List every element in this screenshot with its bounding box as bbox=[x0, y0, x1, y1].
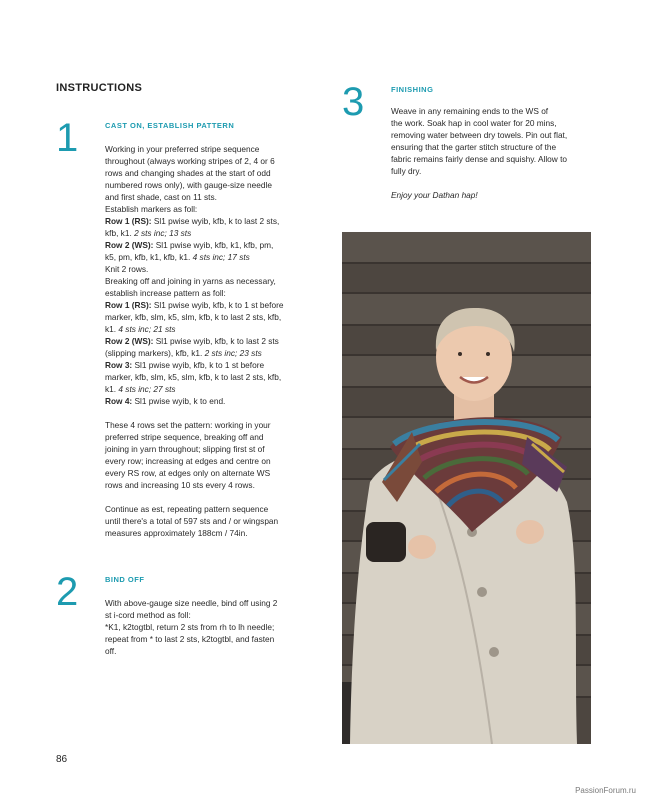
break-line: establish increase pattern as foll: bbox=[105, 288, 226, 298]
finishing-line: ensuring that the garter stitch structure of the bbox=[391, 142, 557, 152]
stitch-count: 4 sts inc; 21 sts bbox=[118, 324, 176, 334]
step-3-body bbox=[391, 105, 601, 201]
closing-line bbox=[391, 189, 601, 201]
step-1-title: CAST ON, ESTABLISH PATTERN bbox=[105, 121, 235, 130]
step-2-title: BIND OFF bbox=[105, 575, 145, 584]
knit-rows-line: Knit 2 rows. bbox=[105, 264, 149, 274]
row-label: Row 1 (RS): bbox=[105, 216, 152, 226]
closing-text: Enjoy your Dathan hap! bbox=[391, 190, 478, 200]
step-2-body bbox=[105, 597, 315, 657]
pattern-summary-line: every row; increasing at edges and centre on bbox=[105, 456, 271, 466]
finishing-line: fabric remains fairly dense and squishy. Allow to bbox=[391, 154, 568, 164]
pattern-summary-line: rows and increasing 10 sts every 4 rows. bbox=[105, 480, 255, 490]
row-text: Sl1 pwise wyib, k to end. bbox=[134, 396, 226, 406]
row-text: k1. bbox=[105, 384, 117, 394]
bind-off-line: st i-cord method as foll: bbox=[105, 610, 191, 620]
row-1-instruction bbox=[105, 215, 315, 227]
step-1-number: 1 bbox=[56, 116, 79, 160]
inc-row-4 bbox=[105, 395, 315, 407]
inc-row-1 bbox=[105, 299, 315, 311]
row-label: Row 2 (WS): bbox=[105, 336, 154, 346]
row-text: k1. bbox=[105, 324, 117, 334]
section-heading: INSTRUCTIONS bbox=[56, 82, 143, 94]
step-3-number: 3 bbox=[342, 80, 365, 124]
pattern-summary-line: preferred stripe sequence, breaking off and bbox=[105, 432, 264, 442]
step-3-title: FINISHING bbox=[391, 85, 434, 94]
inc-row-1-cont bbox=[105, 323, 315, 335]
row-label: Row 1 (RS): bbox=[105, 300, 152, 310]
inc-row-3-cont: marker, kfb, slm, k5, slm, kfb, k to last 2 sts, kfb, bbox=[105, 372, 282, 382]
finishing-line: the work. Soak hap in cool water for 20 mins, bbox=[391, 118, 557, 128]
finishing-line: fully dry. bbox=[391, 166, 422, 176]
step-1-intro-line: throughout (always working stripes of 2, 4 or 6 bbox=[105, 156, 275, 166]
row-text: Sl1 pwise wyib, kfb, k to 1 st before bbox=[153, 300, 284, 310]
continue-line: until there's a total of 597 sts and / or wingspan bbox=[105, 516, 279, 526]
watermark: PassionForum.ru bbox=[575, 786, 636, 795]
stitch-count: 4 sts inc; 27 sts bbox=[118, 384, 176, 394]
finishing-line: removing water between dry towels. Pin out flat, bbox=[391, 130, 568, 140]
bind-off-line: *K1, k2togtbl, return 2 sts from rh to lh needle; bbox=[105, 622, 275, 632]
row-text: (slipping markers), kfb, k1. bbox=[105, 348, 203, 358]
step-2-number: 2 bbox=[56, 570, 79, 614]
row-text: k5, pm, kfb, k1, kfb, k1. bbox=[105, 252, 191, 262]
step-1-intro-line: Establish markers as foll: bbox=[105, 204, 198, 214]
stitch-count: 4 sts inc; 17 sts bbox=[192, 252, 250, 262]
step-1-intro-line: and first shade, cast on 11 sts. bbox=[105, 192, 217, 202]
inc-row-3-cont bbox=[105, 383, 315, 395]
row-2-instruction bbox=[105, 239, 315, 251]
step-1-intro-line: numbered rows only), with gauge-size needle bbox=[105, 180, 272, 190]
break-line: Breaking off and joining in yarns as necessary, bbox=[105, 276, 276, 286]
bind-off-line: off. bbox=[105, 646, 117, 656]
row-text: Sl1 pwise wyib, kfb, k to 1 st before bbox=[134, 360, 265, 370]
inc-row-2-cont bbox=[105, 347, 315, 359]
pattern-summary-line: joining in yarn throughout; slipping first st of bbox=[105, 444, 265, 454]
continue-line: measures approximately 188cm / 74in. bbox=[105, 528, 248, 538]
inc-row-1-cont: marker, kfb, slm, k5, slm, kfb, k to last 2 sts, kfb, bbox=[105, 312, 282, 322]
photo-woman-wearing-striped-shawl-icon bbox=[342, 232, 591, 744]
step-1-body bbox=[105, 143, 315, 539]
inc-row-3 bbox=[105, 359, 315, 371]
page-number: 86 bbox=[56, 754, 68, 765]
inc-row-2 bbox=[105, 335, 315, 347]
continue-line: Continue as est, repeating pattern sequence bbox=[105, 504, 269, 514]
shawl-photo bbox=[342, 232, 591, 744]
row-1-instruction-cont bbox=[105, 227, 315, 239]
row-label: Row 3: bbox=[105, 360, 133, 370]
row-text: Sl1 pwise wyib, kfb, k to last 2 sts bbox=[155, 336, 279, 346]
bind-off-line: repeat from * to last 2 sts, k2togtbl, and fasten bbox=[105, 634, 275, 644]
finishing-line: Weave in any remaining ends to the WS of bbox=[391, 106, 549, 116]
step-1-intro-line: Working in your preferred stripe sequence bbox=[105, 144, 260, 154]
step-1-intro-line: rows and changing shades at the start of odd bbox=[105, 168, 271, 178]
pattern-summary-line: every RS row, at edges only on alternate WS bbox=[105, 468, 271, 478]
row-text: Sl1 pwise wyib, kfb, k1, kfb, pm, bbox=[155, 240, 274, 250]
row-text: kfb, k1. bbox=[105, 228, 132, 238]
stitch-count: 2 sts inc; 13 sts bbox=[134, 228, 192, 238]
row-2-instruction-cont bbox=[105, 251, 315, 263]
stitch-count: 2 sts inc; 23 sts bbox=[204, 348, 262, 358]
bind-off-line: With above-gauge size needle, bind off using 2 bbox=[105, 598, 278, 608]
row-label: Row 4: bbox=[105, 396, 133, 406]
row-label: Row 2 (WS): bbox=[105, 240, 154, 250]
row-text: Sl1 pwise wyib, kfb, k to last 2 sts, bbox=[153, 216, 280, 226]
pattern-summary-line: These 4 rows set the pattern: working in your bbox=[105, 420, 271, 430]
